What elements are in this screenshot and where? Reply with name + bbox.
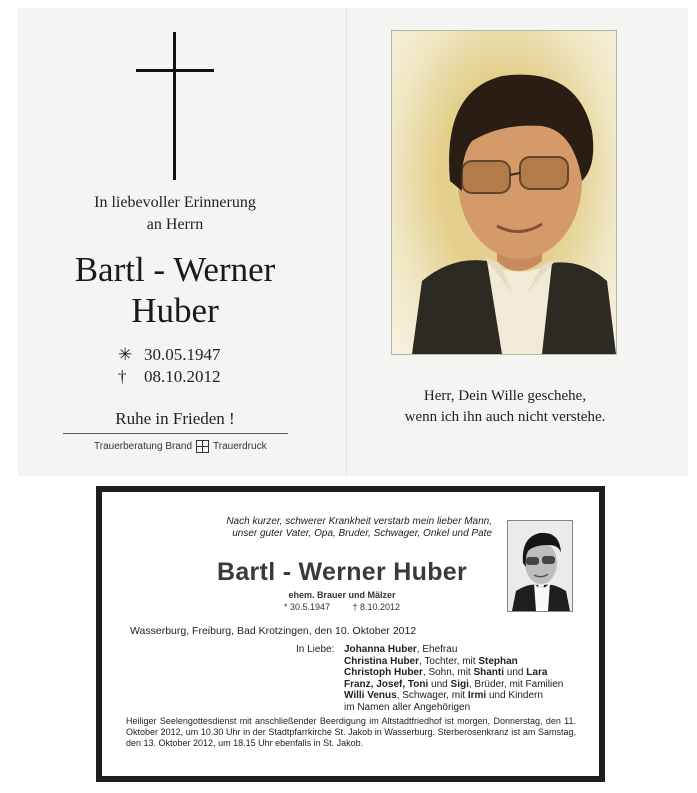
rest-in-peace: Ruhe in Frieden ! <box>115 409 235 428</box>
list-item: Johanna Huber, Ehefrau <box>344 644 458 655</box>
notice-portrait-photo <box>507 520 573 612</box>
notice-deceased-name: Bartl - Werner Huber <box>216 558 468 586</box>
mourners-list <box>344 644 563 714</box>
birth-date: 30.05.1947 <box>144 345 221 364</box>
list-item: im Namen aller Angehörigen <box>344 701 471 713</box>
memory-line-1: In liebevoller Erinnerung <box>94 194 256 211</box>
birth-star-icon: ✳ <box>118 345 133 364</box>
notice-in-love-label: In Liebe: <box>296 644 335 655</box>
list-item: Willi Venus, Schwager, mit Irmi und Kindern <box>344 690 543 702</box>
notice-occupation: ehem. Brauer und Mälzer <box>288 590 396 600</box>
quote-line-1: Herr, Dein Wille geschehe, <box>423 388 587 404</box>
list-item: Christina Huber, Tochter, mit Stephan <box>344 655 518 667</box>
memory-text <box>70 192 280 236</box>
notice-birth: * 30.5.1947 <box>283 602 330 612</box>
list-item: Franz, Josef, Toni und Sigi, Brüder, mit Familien <box>344 678 564 690</box>
death-row <box>118 366 221 388</box>
bible-quote <box>380 386 630 428</box>
divider <box>63 433 288 434</box>
list-item: Christoph Huber, Sohn, mit Shanti und Lara <box>344 667 548 679</box>
memory-line-2: an Herrn <box>146 216 204 233</box>
funeral-home-logo-icon <box>196 440 209 453</box>
card-fold-line <box>346 8 347 476</box>
notice-place-date: Wasserburg, Freiburg, Bad Krotzingen, den 10. Oktober 2012 <box>130 625 417 637</box>
portrait-photo <box>391 30 617 355</box>
death-cross-icon: † <box>118 367 127 386</box>
cross-icon <box>136 32 214 180</box>
birth-row <box>118 344 221 366</box>
notice-intro <box>202 516 492 540</box>
death-date: 08.10.2012 <box>144 367 221 386</box>
service-details: Heiliger Seelengottesdienst mit anschließender Beerdigung im Altstadtfriedhof ist morgen, Donnerstag, den 11. Oktober 2012, um 10.30 Uhr in der Stadtpfarrkirche St. Jakob in Wasserburg. Sterberosenkranz ist am Samstag, den 13. Oktober 2012, um 18.15 Uhr ebenfalls in St. Jakob. <box>126 716 576 748</box>
notice-dates <box>192 602 492 612</box>
intro-line-2: unser guter Vater, Opa, Bruder, Schwager, Onkel und Pate <box>232 528 492 539</box>
life-dates <box>118 344 221 388</box>
newspaper-obituary <box>96 486 605 782</box>
deceased-name-line-1: Bartl - Werner <box>74 250 276 289</box>
funeral-home-credit <box>94 440 267 453</box>
funeral-home-name: Trauerberatung Brand <box>94 441 193 452</box>
funeral-print-name: Trauerdruck <box>213 441 267 452</box>
quote-line-2: wenn ich ihn auch nicht verstehe. <box>404 409 606 425</box>
notice-death: † 8.10.2012 <box>352 602 401 612</box>
intro-line-1: Nach kurzer, schwerer Krankheit verstarb mein lieber Mann, <box>226 516 492 527</box>
deceased-name-line-2: Huber <box>131 291 219 330</box>
